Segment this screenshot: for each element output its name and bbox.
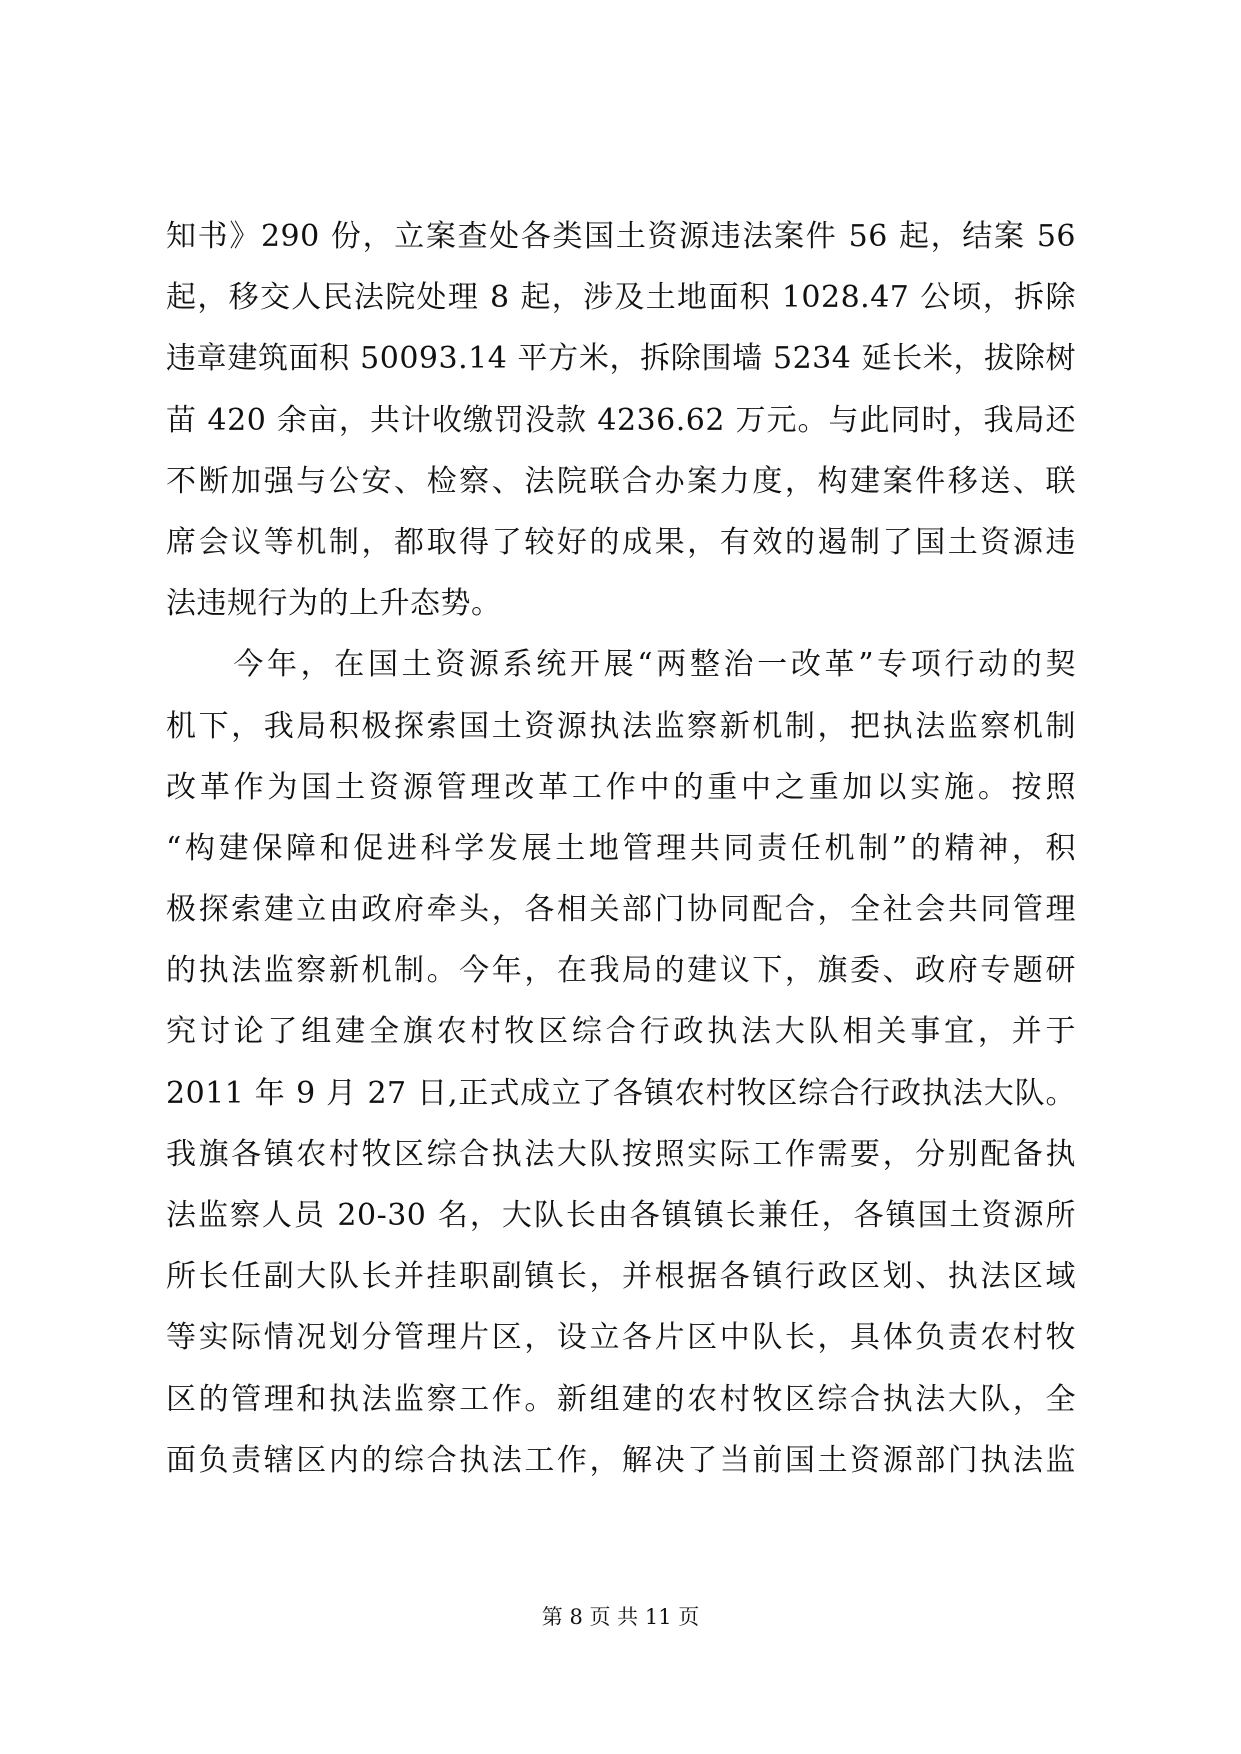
body-text: [166, 206, 1076, 1491]
page-footer: [0, 1602, 1241, 1632]
text-line: 我旗各镇农村牧区综合执法大队按照实际工作需要，分别配备执: [166, 1136, 1076, 1172]
text-line: 面负责辖区内的综合执法工作，解决了当前国土资源部门执法监: [166, 1442, 1076, 1478]
text-line: 起，移交人民法院处理 8 起，涉及土地面积 1028.47 公顷，拆除: [166, 280, 1076, 316]
text-line: 违章建筑面积 50093.14 平方米，拆除围墙 5234 延长米，拔除树: [166, 341, 1076, 377]
text-line: 极探索建立由政府牵头，各相关部门协同配合，全社会共同管理: [166, 892, 1076, 928]
text-line: 法违规行为的上升态势。: [166, 586, 502, 622]
page-number-label: 第 8 页 共 11 页: [541, 1605, 700, 1629]
text-line: 改革作为国土资源管理改革工作中的重中之重加以实施。按照: [166, 769, 1076, 805]
text-line: 2011 年 9 月 27 日,正式成立了各镇农村牧区综合行政执法大队。: [166, 1075, 1076, 1111]
text-line: 等实际情况划分管理片区，设立各片区中队长，具体负责农村牧: [166, 1320, 1076, 1356]
text-line: 今年，在国土资源系统开展“两整治一改革”专项行动的契: [166, 647, 1076, 683]
text-line: 法监察人员 20-30 名，大队长由各镇镇长兼任，各镇国土资源所: [166, 1198, 1076, 1233]
text-line: 究讨论了组建全旗农村牧区综合行政执法大队相关事宜，并于: [166, 1014, 1076, 1050]
text-line: “构建保障和促进科学发展土地管理共同责任机制”的精神，积: [166, 830, 1076, 866]
text-line: 的执法监察新机制。今年，在我局的建议下，旗委、政府专题研: [166, 953, 1076, 989]
text-line: 知书》290 份，立案查处各类国土资源违法案件 56 起，结案 56: [166, 219, 1076, 254]
text-line: 区的管理和执法监察工作。新组建的农村牧区综合执法大队，全: [166, 1381, 1076, 1417]
text-line: 机下，我局积极探索国土资源执法监察新机制，把执法监察机制: [166, 708, 1076, 744]
text-line: 苗 420 余亩，共计收缴罚没款 4236.62 万元。与此同时，我局还: [166, 402, 1076, 438]
text-line: 席会议等机制，都取得了较好的成果，有效的遏制了国土资源违: [166, 524, 1076, 560]
text-line: 不断加强与公安、检察、法院联合办案力度，构建案件移送、联: [166, 463, 1076, 499]
text-line: 所长任副大队长并挂职副镇长，并根据各镇行政区划、执法区域: [166, 1259, 1076, 1295]
